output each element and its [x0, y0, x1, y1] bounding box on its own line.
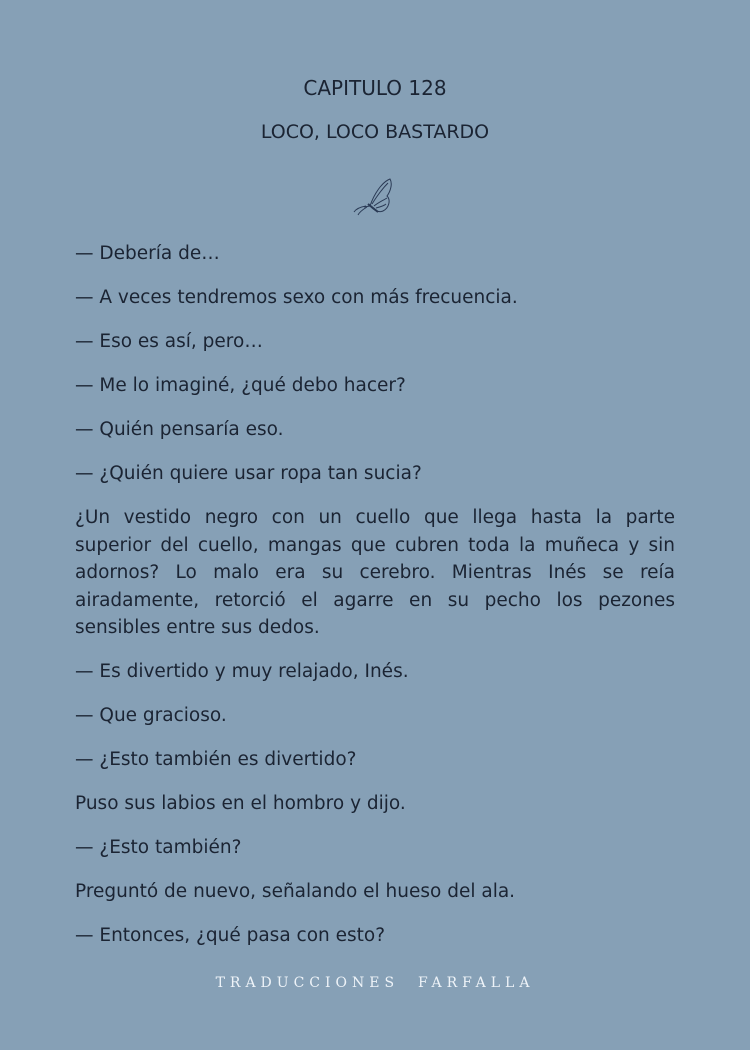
- chapter-body: [75, 240, 675, 966]
- paragraph: — A veces tendremos sexo con más frecuencia.: [75, 286, 518, 308]
- paragraph: Preguntó de nuevo, señalando el hueso del ala.: [75, 881, 516, 903]
- chapter-title: CAPITULO 128: [303, 76, 447, 100]
- paragraph: — Debería de…: [75, 243, 220, 264]
- footer-credit: TRADUCCIONES FARFALLA: [215, 975, 535, 991]
- paragraph: — Eso es así, pero…: [75, 330, 263, 352]
- paragraph: Puso sus labios en el hombro y dijo.: [75, 793, 406, 815]
- paragraph: ¿Un vestido negro con un cuello que llega hasta la parte superior del cuello, mangas que cubren toda la muñeca y sin adornos? Lo malo era su cerebro. Mientras Inés se reía airadamente, retorció el agarre en su pecho los pezones sensibles entre sus dedos.: [75, 506, 675, 639]
- paragraph: — ¿Esto también?: [75, 837, 242, 859]
- paragraph: — Quién pensaría eso.: [75, 418, 284, 440]
- paragraph: — Entonces, ¿qué pasa con esto?: [75, 925, 386, 947]
- paragraph: — Me lo imaginé, ¿qué debo hacer?: [75, 374, 406, 396]
- paragraph: — ¿Quién quiere usar ropa tan sucia?: [75, 462, 422, 484]
- paragraph: — Que gracioso.: [75, 705, 227, 727]
- chapter-subtitle: LOCO, LOCO BASTARDO: [260, 121, 490, 143]
- paragraph: — Es divertido y muy relajado, Inés.: [75, 661, 409, 683]
- butterfly-icon: [350, 176, 396, 216]
- paragraph: — ¿Esto también es divertido?: [75, 749, 357, 771]
